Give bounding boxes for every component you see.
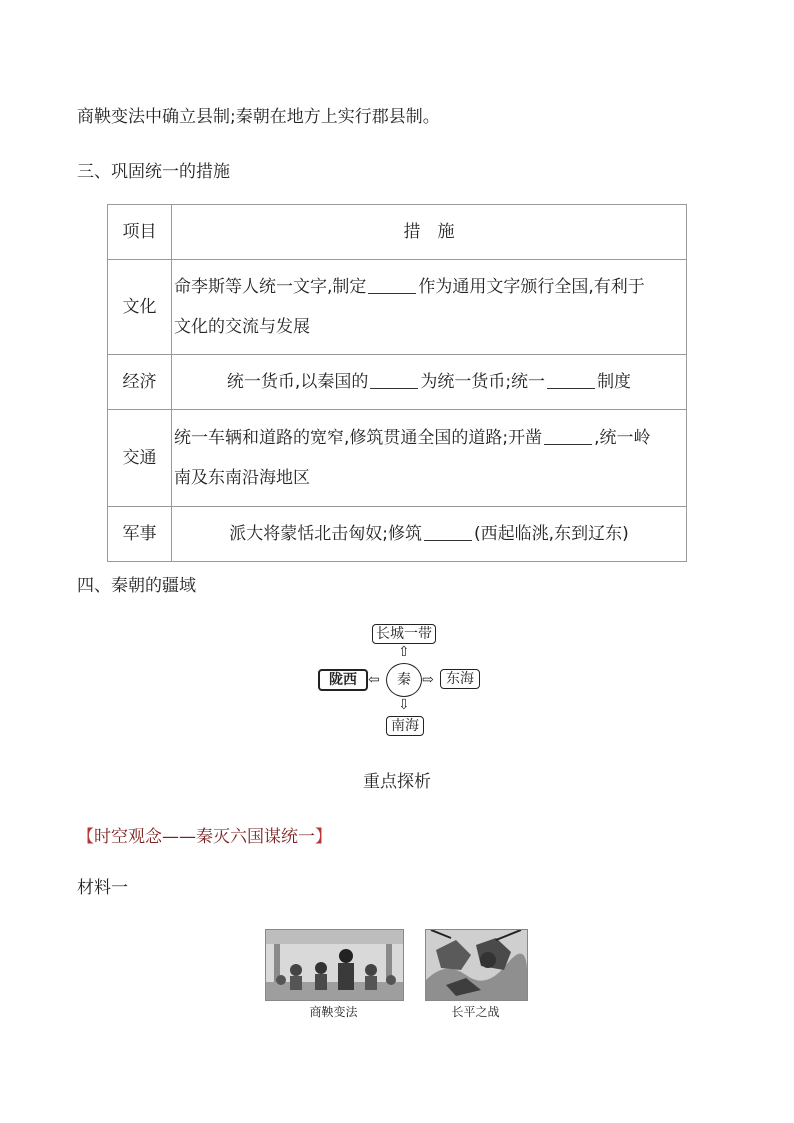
row-content: 命李斯等人统一文字,制定 作为通用文字颁行全国,有利于 文化的交流与发展 <box>172 260 687 355</box>
material-label: 材料一 <box>77 878 128 898</box>
arrow-down-icon: ⇩ <box>398 697 410 713</box>
row-content: 统一货币,以秦国的 为统一货币;统一 制度 <box>172 355 687 410</box>
table-row <box>108 410 687 507</box>
row-label: 经济 <box>108 355 172 410</box>
header-measure: 措 施 <box>172 205 687 260</box>
table-row <box>108 507 687 562</box>
section-3-title: 三、巩固统一的措施 <box>77 162 230 182</box>
changping-battle-image <box>425 929 528 1001</box>
section-4-title: 四、秦朝的疆域 <box>77 576 196 596</box>
fill-blank[interactable] <box>544 428 592 445</box>
shang-yang-reform-image <box>265 929 404 1001</box>
table-row <box>108 260 687 355</box>
key-analysis-title: 重点探析 <box>363 772 431 792</box>
row-label: 军事 <box>108 507 172 562</box>
arrow-left-icon: ⇦ <box>368 672 380 688</box>
topic-heading: 【时空观念——秦灭六国谋统一】 <box>77 827 332 847</box>
caption-1: 商鞅变法 <box>309 1005 358 1019</box>
table-header-row <box>108 205 687 260</box>
table-row <box>108 355 687 410</box>
fill-blank[interactable] <box>368 277 416 294</box>
arrow-right-icon: ⇨ <box>422 672 434 688</box>
west-box: 陇西 <box>318 669 368 691</box>
shang-yang-reform-illustration <box>266 930 403 1000</box>
north-box: 长城一带 <box>372 624 436 644</box>
row-content: 统一车辆和道路的宽窄,修筑贯通全国的道路;开凿 ,统一岭 南及东南沿海地区 <box>172 410 687 507</box>
header-item: 项目 <box>108 205 172 260</box>
row-label: 交通 <box>108 410 172 507</box>
changping-battle-illustration <box>426 930 527 1000</box>
caption-2: 长平之战 <box>451 1005 500 1019</box>
fill-blank[interactable] <box>424 524 472 541</box>
row-content: 派大将蒙恬北击匈奴;修筑 (西起临洮,东到辽东) <box>172 507 687 562</box>
row-label: 文化 <box>108 260 172 355</box>
fill-blank[interactable] <box>547 372 595 389</box>
intro-line: 商鞅变法中确立县制;秦朝在地方上实行郡县制。 <box>77 107 440 127</box>
measures-table <box>107 204 687 562</box>
east-box: 东海 <box>440 669 480 689</box>
south-box: 南海 <box>386 716 424 736</box>
arrow-up-icon: ⇧ <box>398 644 410 660</box>
fill-blank[interactable] <box>370 372 418 389</box>
center-circle: 秦 <box>386 663 422 697</box>
